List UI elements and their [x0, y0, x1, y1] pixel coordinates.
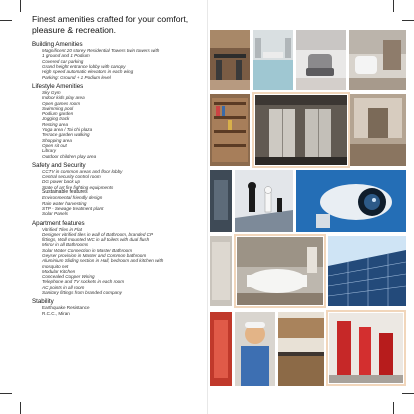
- list-item: Solar Panels: [42, 211, 69, 217]
- list-item: State of art fire fighting equipments: [42, 184, 114, 190]
- list-item: STP - Sewage treatment plant: [42, 205, 104, 211]
- crop-mark: [393, 402, 394, 414]
- list-item: mosquito net: [42, 263, 69, 269]
- list-item: AC points in all room: [42, 284, 85, 290]
- list-item: Mirror in all Bathrooms: [42, 242, 89, 248]
- list-item: Yoga area / Tai chi plaza: [42, 127, 93, 133]
- section-title: Building Amenities: [32, 41, 83, 49]
- list-item: Resting area: [42, 121, 69, 127]
- list-item: Telephone and TV sockets in each room: [42, 279, 125, 285]
- list-item: Indoor kids play area: [42, 95, 85, 101]
- chess-photo: [235, 170, 293, 232]
- list-item: DG power back up: [42, 179, 81, 185]
- list-item: Jogging track: [42, 116, 70, 122]
- engineer-photo: [235, 312, 275, 386]
- section-apartment: [32, 220, 200, 296]
- list-item: 1 ground and 1 Podium: [42, 53, 90, 59]
- bathtub-photo: [237, 237, 323, 305]
- list-item: Grand height entrance lobby with canopy: [42, 64, 126, 70]
- fire-hydrant-photo: [329, 313, 403, 383]
- section-building: [32, 41, 200, 80]
- list-item: High speed automatic elevators in each wing: [42, 69, 134, 75]
- amenities-text-column: [20, 14, 200, 316]
- list-item: Solar Water Connection in Master Bathroom: [42, 247, 133, 253]
- list-item: Shopping area: [42, 137, 72, 143]
- cctv-camera-photo: [296, 170, 406, 232]
- list-item: Earthquake Resistance: [42, 305, 90, 311]
- section-safety: [32, 162, 200, 217]
- list-item: Library: [42, 148, 57, 154]
- dark-interior-photo: [210, 170, 232, 232]
- crop-mark: [0, 393, 12, 394]
- list-item: Open sit out: [42, 142, 67, 148]
- photo-collage: [210, 30, 406, 386]
- list-item: Geyser provision in Master and Common bathroom: [42, 252, 147, 258]
- page-fold: [207, 0, 208, 414]
- list-item: Sanitary fittings from branded company: [42, 290, 122, 296]
- gym-photo: [210, 30, 250, 90]
- list-item: Swimming pool: [42, 105, 74, 111]
- section-lifestyle: [32, 83, 200, 159]
- crop-mark: [0, 20, 12, 21]
- lobby-chair-photo: [296, 30, 346, 90]
- subsection-title: Sustainable features: [42, 189, 88, 196]
- library-photo: [210, 94, 250, 166]
- list-item: Concealed Copper Wiring: [42, 274, 95, 280]
- list-item: Magnificent 20 storey Residential Towers twin towers with: [42, 48, 160, 54]
- list-item: Vitrified Tiles in Flat: [42, 226, 82, 232]
- crop-mark: [402, 393, 414, 394]
- pool-photo: [253, 30, 293, 90]
- list-item: Central security control room: [42, 174, 101, 180]
- list-item: Designer vitrified tiles in wall of Bathroom, branded CP: [42, 231, 154, 237]
- list-item: Open games room: [42, 100, 81, 106]
- list-item: Covered car parking: [42, 58, 84, 64]
- list-item: Modular Kitchen: [42, 268, 76, 274]
- list-item: Parking: Ground + 1 Podium level: [42, 74, 111, 80]
- bathroom-photo: [349, 30, 406, 90]
- fire-equipment-photo: [210, 312, 232, 386]
- section-title: Apartment features: [32, 219, 85, 227]
- list-item: Rain water harvesting: [42, 200, 87, 206]
- list-item: Terrace garden walking: [42, 132, 90, 138]
- list-item: Outdoor children play area: [42, 153, 97, 159]
- section-title: Safety and Security: [32, 161, 86, 169]
- list-item: Podium garden: [42, 111, 74, 117]
- list-item: R.C.C., Miran: [42, 310, 70, 316]
- section-title: Lifestyle Amenities: [32, 82, 84, 90]
- section-stability: [32, 298, 200, 316]
- crop-mark: [402, 20, 414, 21]
- solar-panels-photo: [328, 236, 406, 306]
- wall-photo: [210, 236, 232, 306]
- elevator-photo: [255, 95, 347, 165]
- kitchen-photo: [278, 312, 324, 386]
- list-item: CCTV in common areas and floor lobby: [42, 168, 123, 174]
- section-title: Stability: [32, 298, 54, 306]
- crop-mark: [393, 0, 394, 12]
- list-item: Sky Gym: [42, 89, 61, 95]
- hallway-photo: [350, 94, 406, 166]
- page-heading: Finest amenities crafted for your comfort, pleasure & recreation.: [32, 14, 189, 35]
- list-item: Aluminium Sliding section in Hall, bedroom and kitchen with: [42, 258, 164, 264]
- crop-mark: [20, 402, 21, 414]
- list-item: fittings, Wall mounted WC in all toilets with dual flush: [42, 237, 150, 243]
- list-item: Environmental friendly design: [42, 195, 103, 201]
- crop-mark: [20, 0, 21, 12]
